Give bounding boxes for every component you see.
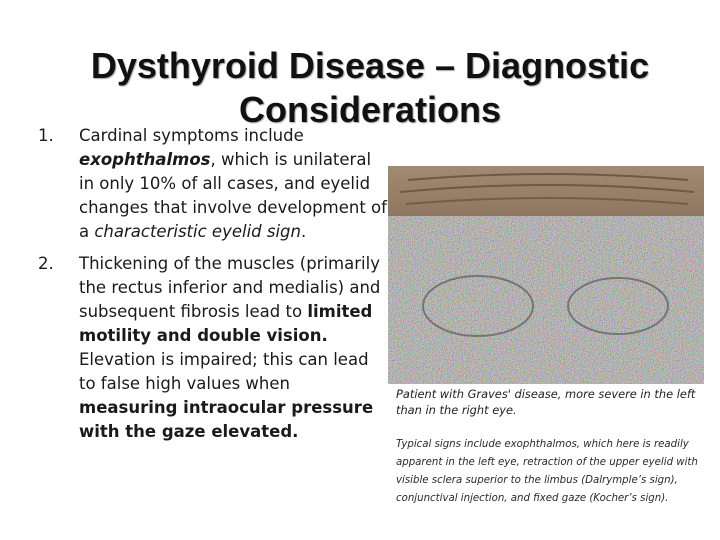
list-item-number: 1. [38, 126, 54, 145]
list-item [28, 252, 388, 444]
photo-description: Typical signs include exophthalmos, which here is readily apparent in the left eye, retraction of the upper eyelid with visible sclera superior to the limbus (Dalrymple’s sign), conjunctival injection, and fixed gaze (Kocher’s sign). [396, 439, 698, 504]
list-item-text: Cardinal symptoms include exophthalmos, which is unilateral in only 10% of all cases, and eyelid changes that involve development of a characteristic eyelid sign. [79, 126, 387, 241]
list-item [28, 124, 388, 244]
title-line-1: Dysthyroid Disease – Diagnostic [90, 45, 650, 87]
photo-caption: Patient with Graves' disease, more severe in the left than in the right eye. [396, 387, 696, 417]
numbered-list [28, 124, 388, 452]
slide-title [40, 44, 700, 132]
term-eyelid-sign: characteristic eyelid sign [94, 222, 301, 241]
list-item-text: Thickening of the muscles (primarily the rectus inferior and medialis) and subsequent fibrosis lead to limited motility and double vision. Elevation is impaired; this can lead to false high values when measuring intraocular pressure with the gaze elevated. [79, 254, 381, 441]
term-exophthalmos: exophthalmos [79, 150, 211, 169]
list-item-number: 2. [38, 254, 54, 273]
patient-photo [388, 166, 704, 384]
title-line-2: Considerations [238, 89, 502, 131]
term-intraocular-pressure: measuring intraocular pressure with the gaze elevated. [79, 398, 374, 441]
term-limited-motility: limited motility and double vision. [79, 302, 373, 345]
